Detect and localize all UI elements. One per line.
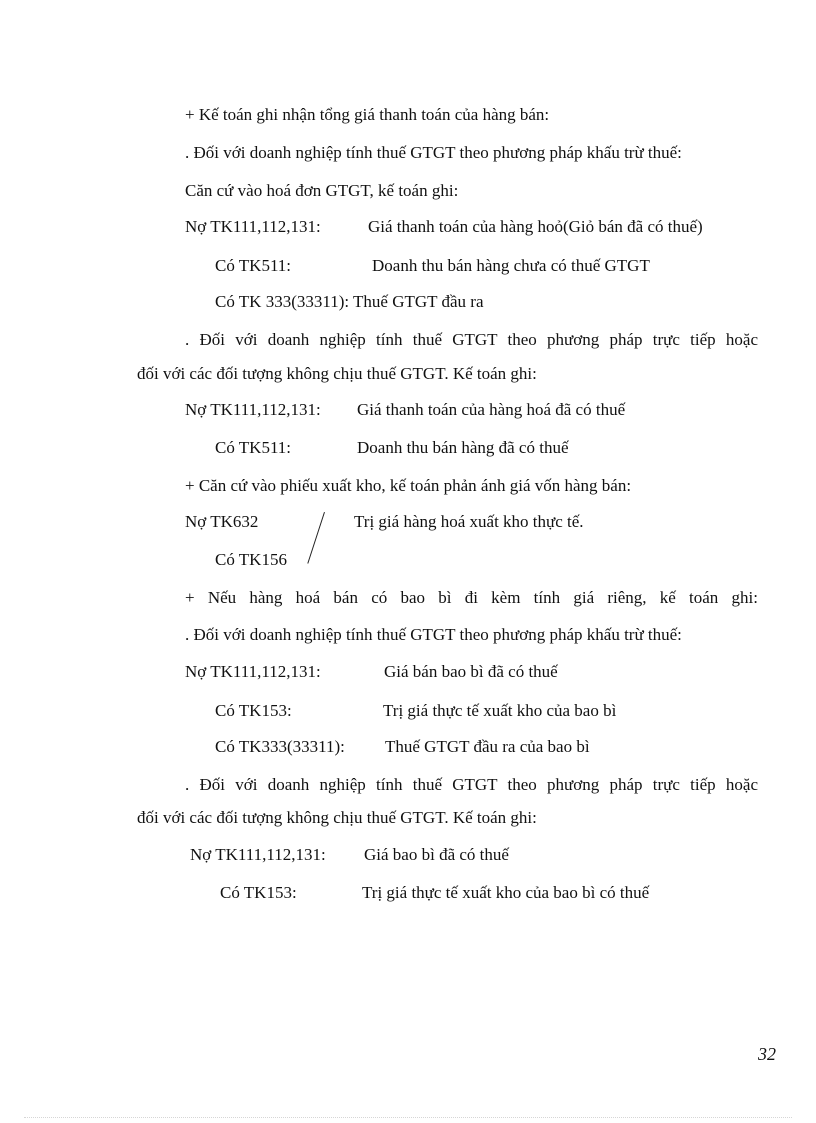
- page-number: 32: [758, 1044, 776, 1064]
- entry-credit-account: Có TK511:: [215, 438, 292, 457]
- entry-debit-account: Nợ TK632: [185, 512, 259, 531]
- paragraph-invoice-basis: Căn cứ vào hoá đơn GTGT, kế toán ghi:: [185, 181, 459, 200]
- entry-credit-description: Trị giá thực tế xuất kho của bao bì: [383, 701, 617, 720]
- entry-debit-account: Nợ TK111,112,131:: [190, 845, 326, 864]
- entry-debit-description: Giá thanh toán của hàng hoỏ(Giỏ bán đã có thuế): [368, 217, 703, 236]
- paragraph-revenue-heading: + Kế toán ghi nhận tổng giá thanh toán của hàng bán:: [185, 105, 550, 124]
- paragraph-deduction-method: . Đối với doanh nghiệp tính thuế GTGT theo phương pháp khấu trừ thuế:: [185, 143, 682, 162]
- footer-divider: [24, 1117, 792, 1118]
- entry-debit-description: Giá bán bao bì đã có thuế: [384, 662, 558, 681]
- paragraph-non-taxable: đối với các đối tượng không chịu thuế GTGT. Kế toán ghi:: [137, 364, 537, 383]
- entry-debit-description: Giá bao bì đã có thuế: [364, 845, 509, 864]
- paragraph-cost-of-goods: + Căn cứ vào phiếu xuất kho, kế toán phản ánh giá vốn hàng bán:: [185, 476, 632, 495]
- diagonal-slash: [307, 512, 325, 564]
- entry-debit-description: Giá thanh toán của hàng hoá đã có thuế: [357, 400, 626, 419]
- entry-credit-account: Có TK153:: [215, 701, 292, 720]
- entry-credit-description: Trị giá thực tế xuất kho của bao bì có thuế: [362, 883, 650, 902]
- entry-credit-description: Doanh thu bán hàng đã có thuế: [357, 438, 569, 457]
- entry-credit-account: Có TK511:: [215, 256, 292, 275]
- entry-credit-account: Có TK153:: [220, 883, 297, 902]
- entry-debit-account: Nợ TK111,112,131:: [185, 662, 321, 681]
- entry-credit-description: Thuế GTGT đầu ra của bao bì: [385, 737, 590, 756]
- entry-credit-account: Có TK156: [215, 550, 287, 569]
- paragraph-direct-method: . Đối với doanh nghiệp tính thuế GTGT theo phương pháp trực tiếp hoặc: [185, 330, 758, 349]
- entry-description: Trị giá hàng hoá xuất kho thực tế.: [354, 512, 584, 531]
- entry-credit-vat: Có TK333(33311):: [215, 737, 345, 756]
- entry-debit-account: Nợ TK111,112,131:: [185, 400, 321, 419]
- paragraph-packaging: + Nếu hàng hoá bán có bao bì đi kèm tính giá riêng, kế toán ghi:: [185, 588, 758, 607]
- entry-credit-vat: Có TK 333(33311): Thuế GTGT đầu ra: [215, 292, 484, 311]
- entry-debit-account: Nợ TK111,112,131:: [185, 217, 321, 236]
- paragraph-deduction-method: . Đối với doanh nghiệp tính thuế GTGT theo phương pháp khấu trừ thuế:: [185, 625, 682, 644]
- entry-credit-description: Doanh thu bán hàng chưa có thuế GTGT: [372, 256, 650, 275]
- paragraph-non-taxable: đối với các đối tượng không chịu thuế GTGT. Kế toán ghi:: [137, 808, 537, 827]
- paragraph-direct-method: . Đối với doanh nghiệp tính thuế GTGT theo phương pháp trực tiếp hoặc: [185, 775, 758, 794]
